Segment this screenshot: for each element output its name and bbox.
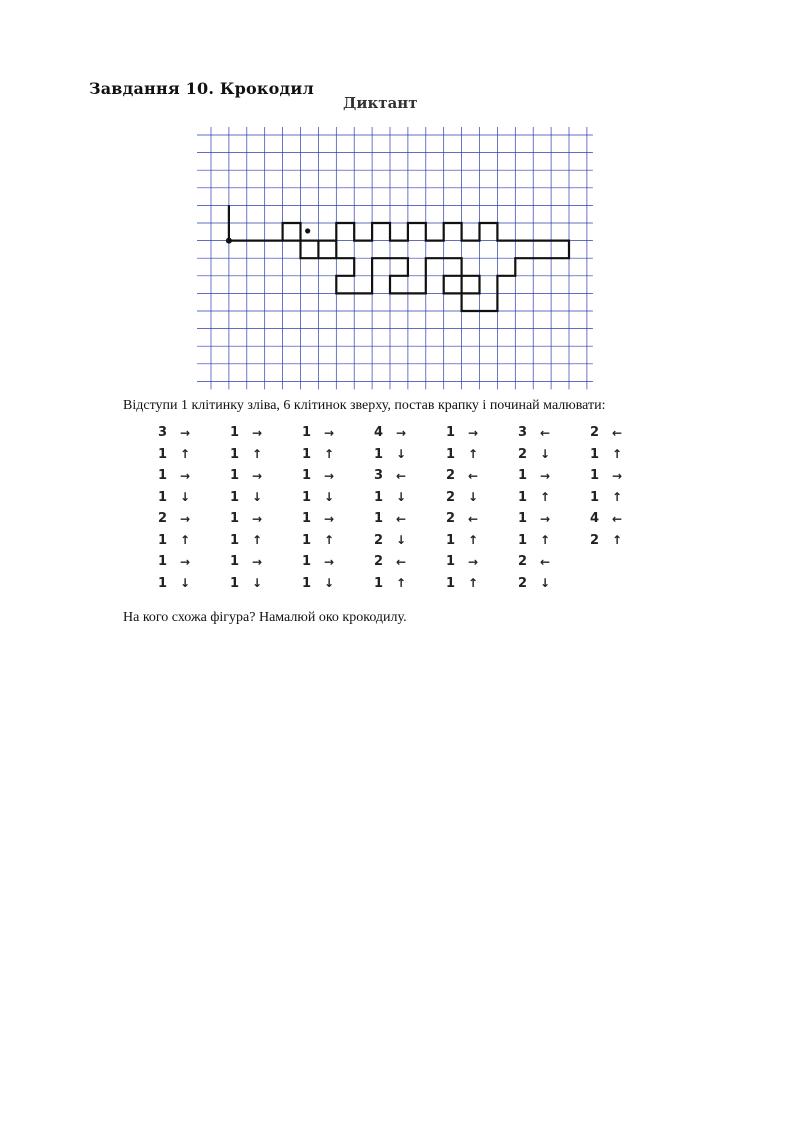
dictation-step xyxy=(230,425,266,440)
dictation-step xyxy=(518,533,554,548)
step-count: 1 xyxy=(302,468,312,483)
step-count: 2 xyxy=(518,554,528,569)
arrow-up-icon: ↑ xyxy=(612,490,623,504)
arrow-up-icon: ↑ xyxy=(468,533,479,547)
dictation-step xyxy=(374,447,410,462)
dictation-step xyxy=(374,490,410,505)
step-count: 1 xyxy=(230,532,240,548)
arrow-right-icon: → xyxy=(180,511,191,526)
arrow-down-icon: ↓ xyxy=(252,490,263,504)
arrow-down-icon: ↓ xyxy=(540,447,551,461)
step-count: 2 xyxy=(518,575,528,591)
arrow-down-icon: ↓ xyxy=(396,533,407,547)
arrow-right-icon: → xyxy=(252,511,263,526)
dictation-step xyxy=(518,468,554,483)
arrow-up-icon: ↑ xyxy=(612,447,623,461)
arrow-down-icon: ↓ xyxy=(180,576,191,590)
arrow-left-icon: ← xyxy=(396,511,407,526)
step-count: 1 xyxy=(230,575,240,591)
arrow-right-icon: → xyxy=(180,554,191,569)
arrow-right-icon: → xyxy=(324,425,335,440)
dictation-step xyxy=(590,447,626,462)
arrow-down-icon: ↓ xyxy=(396,447,407,461)
arrow-down-icon: ↓ xyxy=(540,576,551,590)
dictation-step xyxy=(230,533,266,548)
step-count: 1 xyxy=(374,575,384,591)
arrow-right-icon: → xyxy=(540,468,551,483)
dictation-step xyxy=(590,511,626,526)
arrow-right-icon: → xyxy=(324,468,335,483)
dictation-step xyxy=(158,468,194,483)
step-count: 3 xyxy=(158,425,168,440)
arrow-right-icon: → xyxy=(396,425,407,440)
arrow-left-icon: ← xyxy=(468,468,479,483)
step-count: 2 xyxy=(446,511,456,526)
step-count: 1 xyxy=(446,554,456,569)
step-count: 1 xyxy=(518,532,528,548)
dictation-step xyxy=(230,576,266,591)
dictation-step xyxy=(302,511,338,526)
dictation-step xyxy=(158,554,194,569)
step-count: 1 xyxy=(158,446,168,462)
arrow-down-icon: ↓ xyxy=(468,490,479,504)
arrow-up-icon: ↑ xyxy=(180,533,191,547)
step-count: 2 xyxy=(374,554,384,569)
step-count: 1 xyxy=(230,446,240,462)
dictation-step xyxy=(374,554,410,569)
step-count: 1 xyxy=(590,489,600,505)
arrow-right-icon: → xyxy=(252,554,263,569)
arrow-left-icon: ← xyxy=(540,425,551,440)
step-count: 1 xyxy=(518,489,528,505)
arrow-left-icon: ← xyxy=(396,468,407,483)
arrow-right-icon: → xyxy=(612,468,623,483)
step-count: 1 xyxy=(446,425,456,440)
step-count: 1 xyxy=(518,468,528,483)
arrow-left-icon: ← xyxy=(540,554,551,569)
dictation-step xyxy=(518,425,554,440)
step-count: 2 xyxy=(590,532,600,548)
dictation-step xyxy=(518,511,554,526)
step-count: 1 xyxy=(374,511,384,526)
step-count: 4 xyxy=(374,425,384,440)
arrow-up-icon: ↑ xyxy=(252,533,263,547)
arrow-right-icon: → xyxy=(324,554,335,569)
step-count: 1 xyxy=(158,575,168,591)
dictation-step xyxy=(374,576,410,591)
dictation-step xyxy=(518,490,554,505)
dictation-step xyxy=(518,576,554,591)
dictation-step xyxy=(158,490,194,505)
step-count: 1 xyxy=(446,575,456,591)
arrow-down-icon: ↓ xyxy=(396,490,407,504)
step-count: 1 xyxy=(446,532,456,548)
arrow-up-icon: ↑ xyxy=(324,447,335,461)
arrow-up-icon: ↑ xyxy=(468,576,479,590)
dictation-step xyxy=(302,576,338,591)
instruction-text: Відступи 1 клітинку зліва, 6 клітинок зверху, постав крапку і починай малювати: xyxy=(123,398,606,413)
step-count: 1 xyxy=(302,532,312,548)
step-count: 2 xyxy=(518,446,528,462)
step-count: 1 xyxy=(374,446,384,462)
step-count: 1 xyxy=(302,425,312,440)
dictation-step xyxy=(158,425,194,440)
step-count: 1 xyxy=(518,511,528,526)
arrow-left-icon: ← xyxy=(468,511,479,526)
dictation-step xyxy=(590,490,626,505)
step-count: 3 xyxy=(518,425,528,440)
step-count: 3 xyxy=(374,468,384,483)
dictation-step xyxy=(302,533,338,548)
dictation-step xyxy=(446,511,482,526)
arrow-left-icon: ← xyxy=(612,511,623,526)
arrow-right-icon: → xyxy=(468,554,479,569)
arrow-up-icon: ↑ xyxy=(540,533,551,547)
dictation-step xyxy=(302,425,338,440)
arrow-down-icon: ↓ xyxy=(252,576,263,590)
step-count: 2 xyxy=(374,532,384,548)
arrow-left-icon: ← xyxy=(396,554,407,569)
step-count: 1 xyxy=(302,511,312,526)
question-text: На кого схожа фігура? Намалюй око крокодилу. xyxy=(123,610,407,625)
step-count: 1 xyxy=(230,468,240,483)
dictation-step xyxy=(590,425,626,440)
dictation-step xyxy=(446,576,482,591)
arrow-up-icon: ↑ xyxy=(180,447,191,461)
step-count: 1 xyxy=(590,468,600,483)
dictation-title: Диктант xyxy=(343,94,418,112)
step-count: 1 xyxy=(158,489,168,505)
arrow-down-icon: ↓ xyxy=(180,490,191,504)
dictation-step xyxy=(158,576,194,591)
step-count: 4 xyxy=(590,511,600,526)
step-count: 1 xyxy=(158,532,168,548)
arrow-right-icon: → xyxy=(180,468,191,483)
arrow-right-icon: → xyxy=(252,468,263,483)
arrow-right-icon: → xyxy=(180,425,191,440)
step-count: 1 xyxy=(230,489,240,505)
step-count: 2 xyxy=(446,489,456,505)
dictation-step xyxy=(374,533,410,548)
arrow-left-icon: ← xyxy=(612,425,623,440)
dictation-step xyxy=(446,425,482,440)
step-count: 1 xyxy=(230,511,240,526)
arrow-right-icon: → xyxy=(324,511,335,526)
step-count: 1 xyxy=(590,446,600,462)
dictation-step xyxy=(374,425,410,440)
dictation-step xyxy=(590,468,626,483)
step-count: 1 xyxy=(302,446,312,462)
dictation-step xyxy=(302,468,338,483)
dictation-step xyxy=(446,533,482,548)
dictation-step xyxy=(158,511,194,526)
dictation-step xyxy=(374,468,410,483)
arrow-up-icon: ↑ xyxy=(324,533,335,547)
step-count: 1 xyxy=(446,446,456,462)
dictation-step xyxy=(518,447,554,462)
step-count: 1 xyxy=(302,554,312,569)
step-count: 1 xyxy=(374,489,384,505)
dictation-step xyxy=(446,554,482,569)
arrow-up-icon: ↑ xyxy=(396,576,407,590)
arrow-up-icon: ↑ xyxy=(252,447,263,461)
step-count: 2 xyxy=(590,425,600,440)
dictation-step xyxy=(230,490,266,505)
step-count: 1 xyxy=(302,575,312,591)
step-count: 1 xyxy=(230,554,240,569)
step-count: 1 xyxy=(158,468,168,483)
dictation-step xyxy=(446,447,482,462)
dictation-step xyxy=(590,533,626,548)
arrow-down-icon: ↓ xyxy=(324,490,335,504)
step-count: 1 xyxy=(230,425,240,440)
task-title: Завдання 10. Крокодил xyxy=(89,79,314,98)
dictation-step xyxy=(302,447,338,462)
step-count: 1 xyxy=(302,489,312,505)
dictation-step xyxy=(230,511,266,526)
step-count: 2 xyxy=(446,468,456,483)
dictation-step xyxy=(302,490,338,505)
arrow-up-icon: ↑ xyxy=(612,533,623,547)
arrow-up-icon: ↑ xyxy=(468,447,479,461)
dictation-step xyxy=(518,554,554,569)
arrow-right-icon: → xyxy=(252,425,263,440)
dictation-step xyxy=(230,468,266,483)
arrow-right-icon: → xyxy=(468,425,479,440)
dictation-step xyxy=(302,554,338,569)
dictation-step xyxy=(158,533,194,548)
dictation-step xyxy=(446,468,482,483)
arrow-up-icon: ↑ xyxy=(540,490,551,504)
step-count: 1 xyxy=(158,554,168,569)
dictation-step xyxy=(374,511,410,526)
dictation-step xyxy=(158,447,194,462)
arrow-down-icon: ↓ xyxy=(324,576,335,590)
step-count: 2 xyxy=(158,511,168,526)
dictation-step xyxy=(230,554,266,569)
arrow-right-icon: → xyxy=(540,511,551,526)
dictation-step xyxy=(446,490,482,505)
dictation-step xyxy=(230,447,266,462)
